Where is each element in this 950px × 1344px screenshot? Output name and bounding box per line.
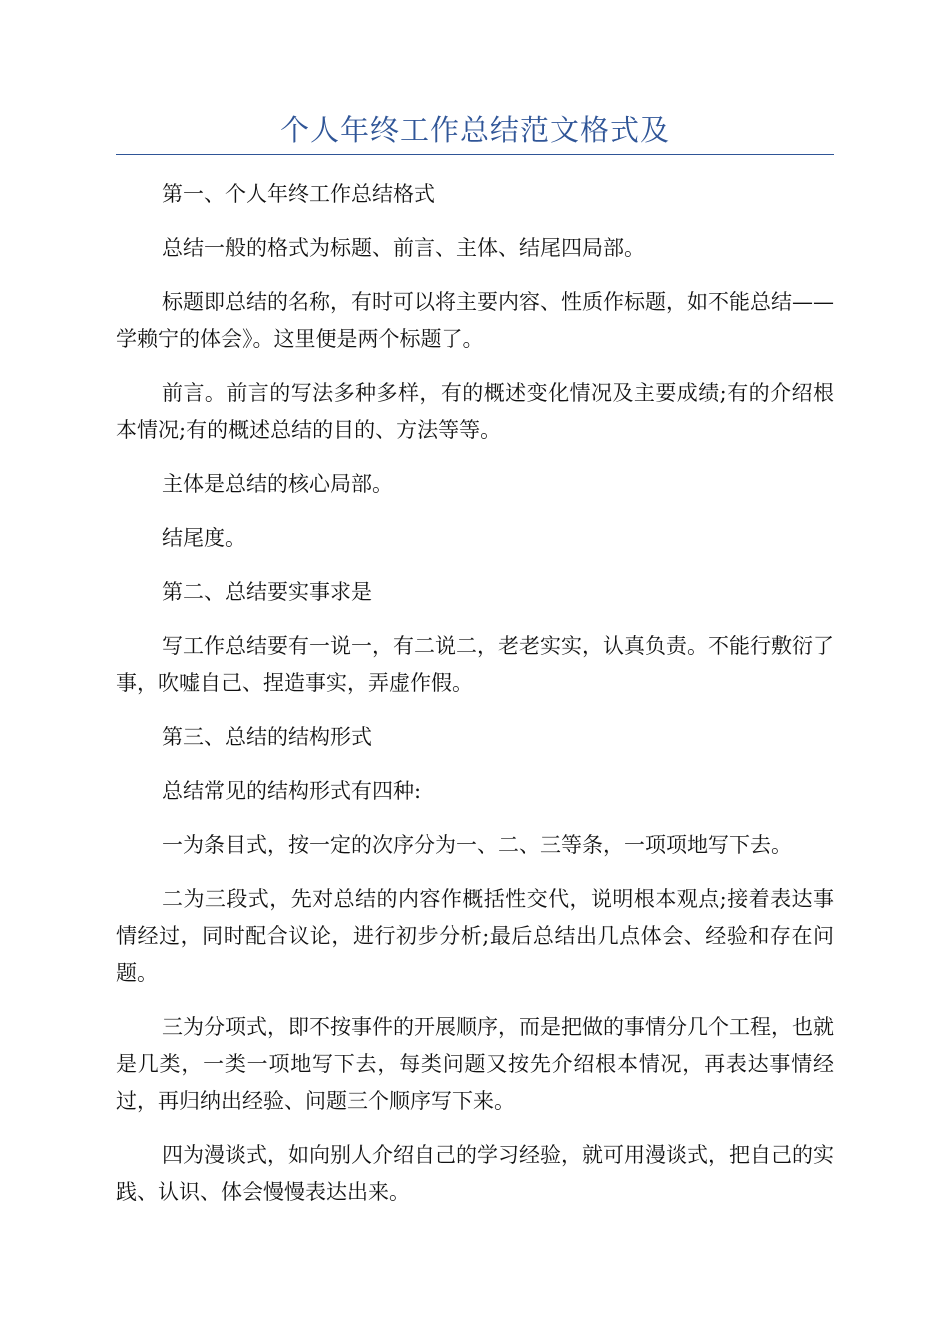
title-underline: [116, 154, 834, 155]
paragraph: 总结常见的结构形式有四种:: [162, 779, 422, 803]
paragraph: 主体是总结的核心局部。: [162, 472, 393, 496]
paragraph: 第三、总结的结构形式: [162, 725, 372, 749]
paragraph: 第一、个人年终工作总结格式: [162, 182, 435, 206]
paragraph: 第二、总结要实事求是: [162, 580, 372, 604]
paragraph: 总结一般的格式为标题、前言、主体、结尾四局部。: [162, 236, 645, 260]
paragraph: 写工作总结要有一说一，有二说二，老老实实，认真负责。不能行敷衍了事，吹嘘自己、捏造事实，弄虚作假。: [116, 634, 834, 695]
paragraph: 二为三段式，先对总结的内容作概括性交代，说明根本观点;接着表达事情经过，同时配合议论，进行初步分析;最后总结出几点体会、经验和存在问题。: [116, 887, 834, 985]
paragraph: 三为分项式，即不按事件的开展顺序，而是把做的事情分几个工程，也就是几类，一类一项地写下去，每类问题又按先介绍根本情况，再表达事情经过，再归纳出经验、问题三个顺序写下来。: [116, 1015, 834, 1113]
paragraph: 一为条目式，按一定的次序分为一、二、三等条，一项项地写下去。: [162, 833, 792, 857]
paragraph: 结尾度。: [162, 526, 246, 550]
paragraph: 四为漫谈式，如向别人介绍自己的学习经验，就可用漫谈式，把自己的实践、认识、体会慢慢表达出来。: [116, 1143, 834, 1204]
document-body: [116, 176, 834, 1228]
paragraph: 前言。前言的写法多种多样，有的概述变化情况及主要成绩;有的介绍根本情况;有的概述总结的目的、方法等等。: [116, 381, 834, 442]
paragraph: 标题即总结的名称，有时可以将主要内容、性质作标题，如不能总结——学赖宁的体会》。这里便是两个标题了。: [116, 290, 834, 351]
document-title: 个人年终工作总结范文格式及: [279, 113, 670, 147]
